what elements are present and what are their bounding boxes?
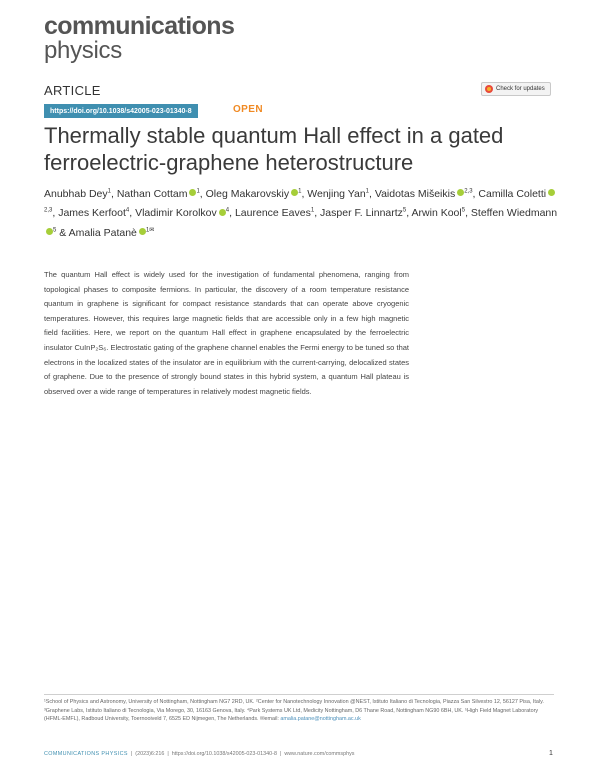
author-separator: , [369,187,375,200]
author-name: Nathan Cottam [116,187,188,200]
author-affiliation-ref: 1 [310,207,315,214]
author-separator: , [110,187,117,200]
check-for-updates-label: Check for updates [496,86,545,92]
author-name: Anubhab Dey [44,187,108,200]
footnote-divider [44,694,554,695]
author-name: Wenjing Yan [307,187,366,200]
author [375,188,479,200]
footer-site-link[interactable]: www.nature.com/commsphys [284,751,355,757]
open-access-badge: OPEN [233,104,263,115]
footer-separator: | [167,751,169,757]
author-list [44,183,564,242]
author-separator: , [199,187,206,200]
author-affiliation-ref: 4 [125,207,130,214]
author-name: Arwin Kool [411,207,462,219]
author-name: Vaidotas Mišeikis [374,187,456,200]
article-type: ARTICLE [44,83,101,98]
author-affiliation-ref: 5 [402,207,407,214]
footer-journal: COMMUNICATIONS PHYSICS [44,751,128,757]
author-separator: , [472,187,479,200]
journal-logo-line1: communications [44,12,235,40]
orcid-icon[interactable] [189,189,196,196]
paper-title: Thermally stable quantum Hall effect in a gated ferroelectric-graphene heterostructure [44,123,504,175]
author-affiliation-ref: 5 [461,207,466,214]
orcid-icon[interactable] [46,228,53,235]
journal-logo [44,14,234,63]
author-affiliation-ref: 1 [365,188,370,194]
orcid-icon[interactable] [291,189,298,196]
author-name: Oleg Makarovskiy [205,187,290,200]
author-name: Laurence Eaves [234,207,311,219]
footer-citation: (2023)6:216 [135,751,165,757]
author [58,207,135,219]
author-separator: , [301,187,308,200]
author-separator: & [56,226,69,239]
author-affiliation-ref: 1 [298,188,302,194]
author [44,188,117,200]
crossmark-icon [485,85,493,93]
author [206,188,308,200]
footer-doi-link[interactable]: https://doi.org/10.1038/s42005-023-01340-8 [171,751,277,757]
author-affiliation-ref: 1✉ [145,227,155,233]
author-separator: , [129,207,136,219]
author-separator: , [52,207,59,219]
page-footer [44,751,554,757]
author-separator: , [406,207,412,219]
author-affiliation-ref: 2,3 [464,188,473,194]
orcid-icon[interactable] [139,228,146,235]
author-affiliation-ref: 1 [107,188,111,194]
orcid-icon[interactable] [548,189,555,196]
author-separator: , [465,207,471,219]
author-separator: , [229,207,235,219]
doi-link[interactable]: https://doi.org/10.1038/s42005-023-01340-8 [44,104,198,118]
footer-separator: | [130,751,133,757]
author-name: James Kerfoot [58,207,126,219]
check-for-updates-button[interactable] [481,82,551,96]
author [135,207,235,219]
author [320,207,411,219]
author [117,188,206,200]
author [412,207,471,219]
author-name: Jasper F. Linnartz [320,207,403,219]
author-affiliation-ref: 4 [225,207,230,214]
author [69,227,155,239]
author-affiliation-ref: 1 [196,188,200,194]
page-number: 1 [549,750,553,757]
orcid-icon[interactable] [219,209,226,216]
affiliations [44,698,554,724]
journal-logo-line2: physics [44,37,122,64]
author [235,207,320,219]
corresponding-email-link[interactable]: amalia.patane@nottingham.ac.uk [280,716,361,723]
orcid-icon[interactable] [457,189,464,196]
author-name: Vladimir Korolkov [135,207,217,219]
author-affiliation-ref: 5 [53,227,57,233]
author [307,188,375,200]
author-name: Amalia Patanè [68,226,137,239]
affiliations-text: ¹School of Physics and Astronomy, University of Nottingham, Nottingham NG7 2RD, UK. ²Center for Nanotechnology Innovation @NEST, Istituto Italiano di Tecnologia, Piazza San Silvestro 12, 56127 Pisa, Italy. ³Graphene Labs, Istituto Italiano di Tecnologia, Via Morego, 30, 16163 Genova, Italy. ⁴Park Systems UK Ltd, Medicity Nottingham, D6 Thane Road, Nottingham NG90 6BH, UK. ⁵High Field Magnet Laboratory (HFML-EMFL), Radboud University, Toernooiveld 7, 6525 ED Nijmegen, The Netherlands. ✉email: [44,699,544,723]
author-affiliation-ref: 2,3 [44,207,53,214]
author-name: Camilla Coletti [478,187,547,200]
abstract: The quantum Hall effect is widely used for the investigation of fundamental phenomena, ranging from topological phases to composite fermions. In particular, the discovery of a room temperature resistance quantum in graphene is significant for compact resistance standards that can operate above cryogenic temperatures. However, this requires large magnetic fields that are accessible only in a few high magnetic field facilities. Here, we report on the quantum Hall effect in graphene encapsulated by the ferroelectric insulator CuInP₂S₆. Electrostatic gating of the graphene channel enables the Fermi energy to be tuned so that electrons in the localized states of the insulator are in equilibrium with the current-carrying, delocalized states of graphene. Due to the presence of strongly bound states in this hybrid system, a quantum Hall plateau is observed over a wide range of temperatures in relatively modest magnetic fields. [44,270,409,396]
footer-separator: | [279,751,282,757]
author-name: Steffen Wiedmann [470,207,558,219]
author-separator: , [314,207,321,219]
